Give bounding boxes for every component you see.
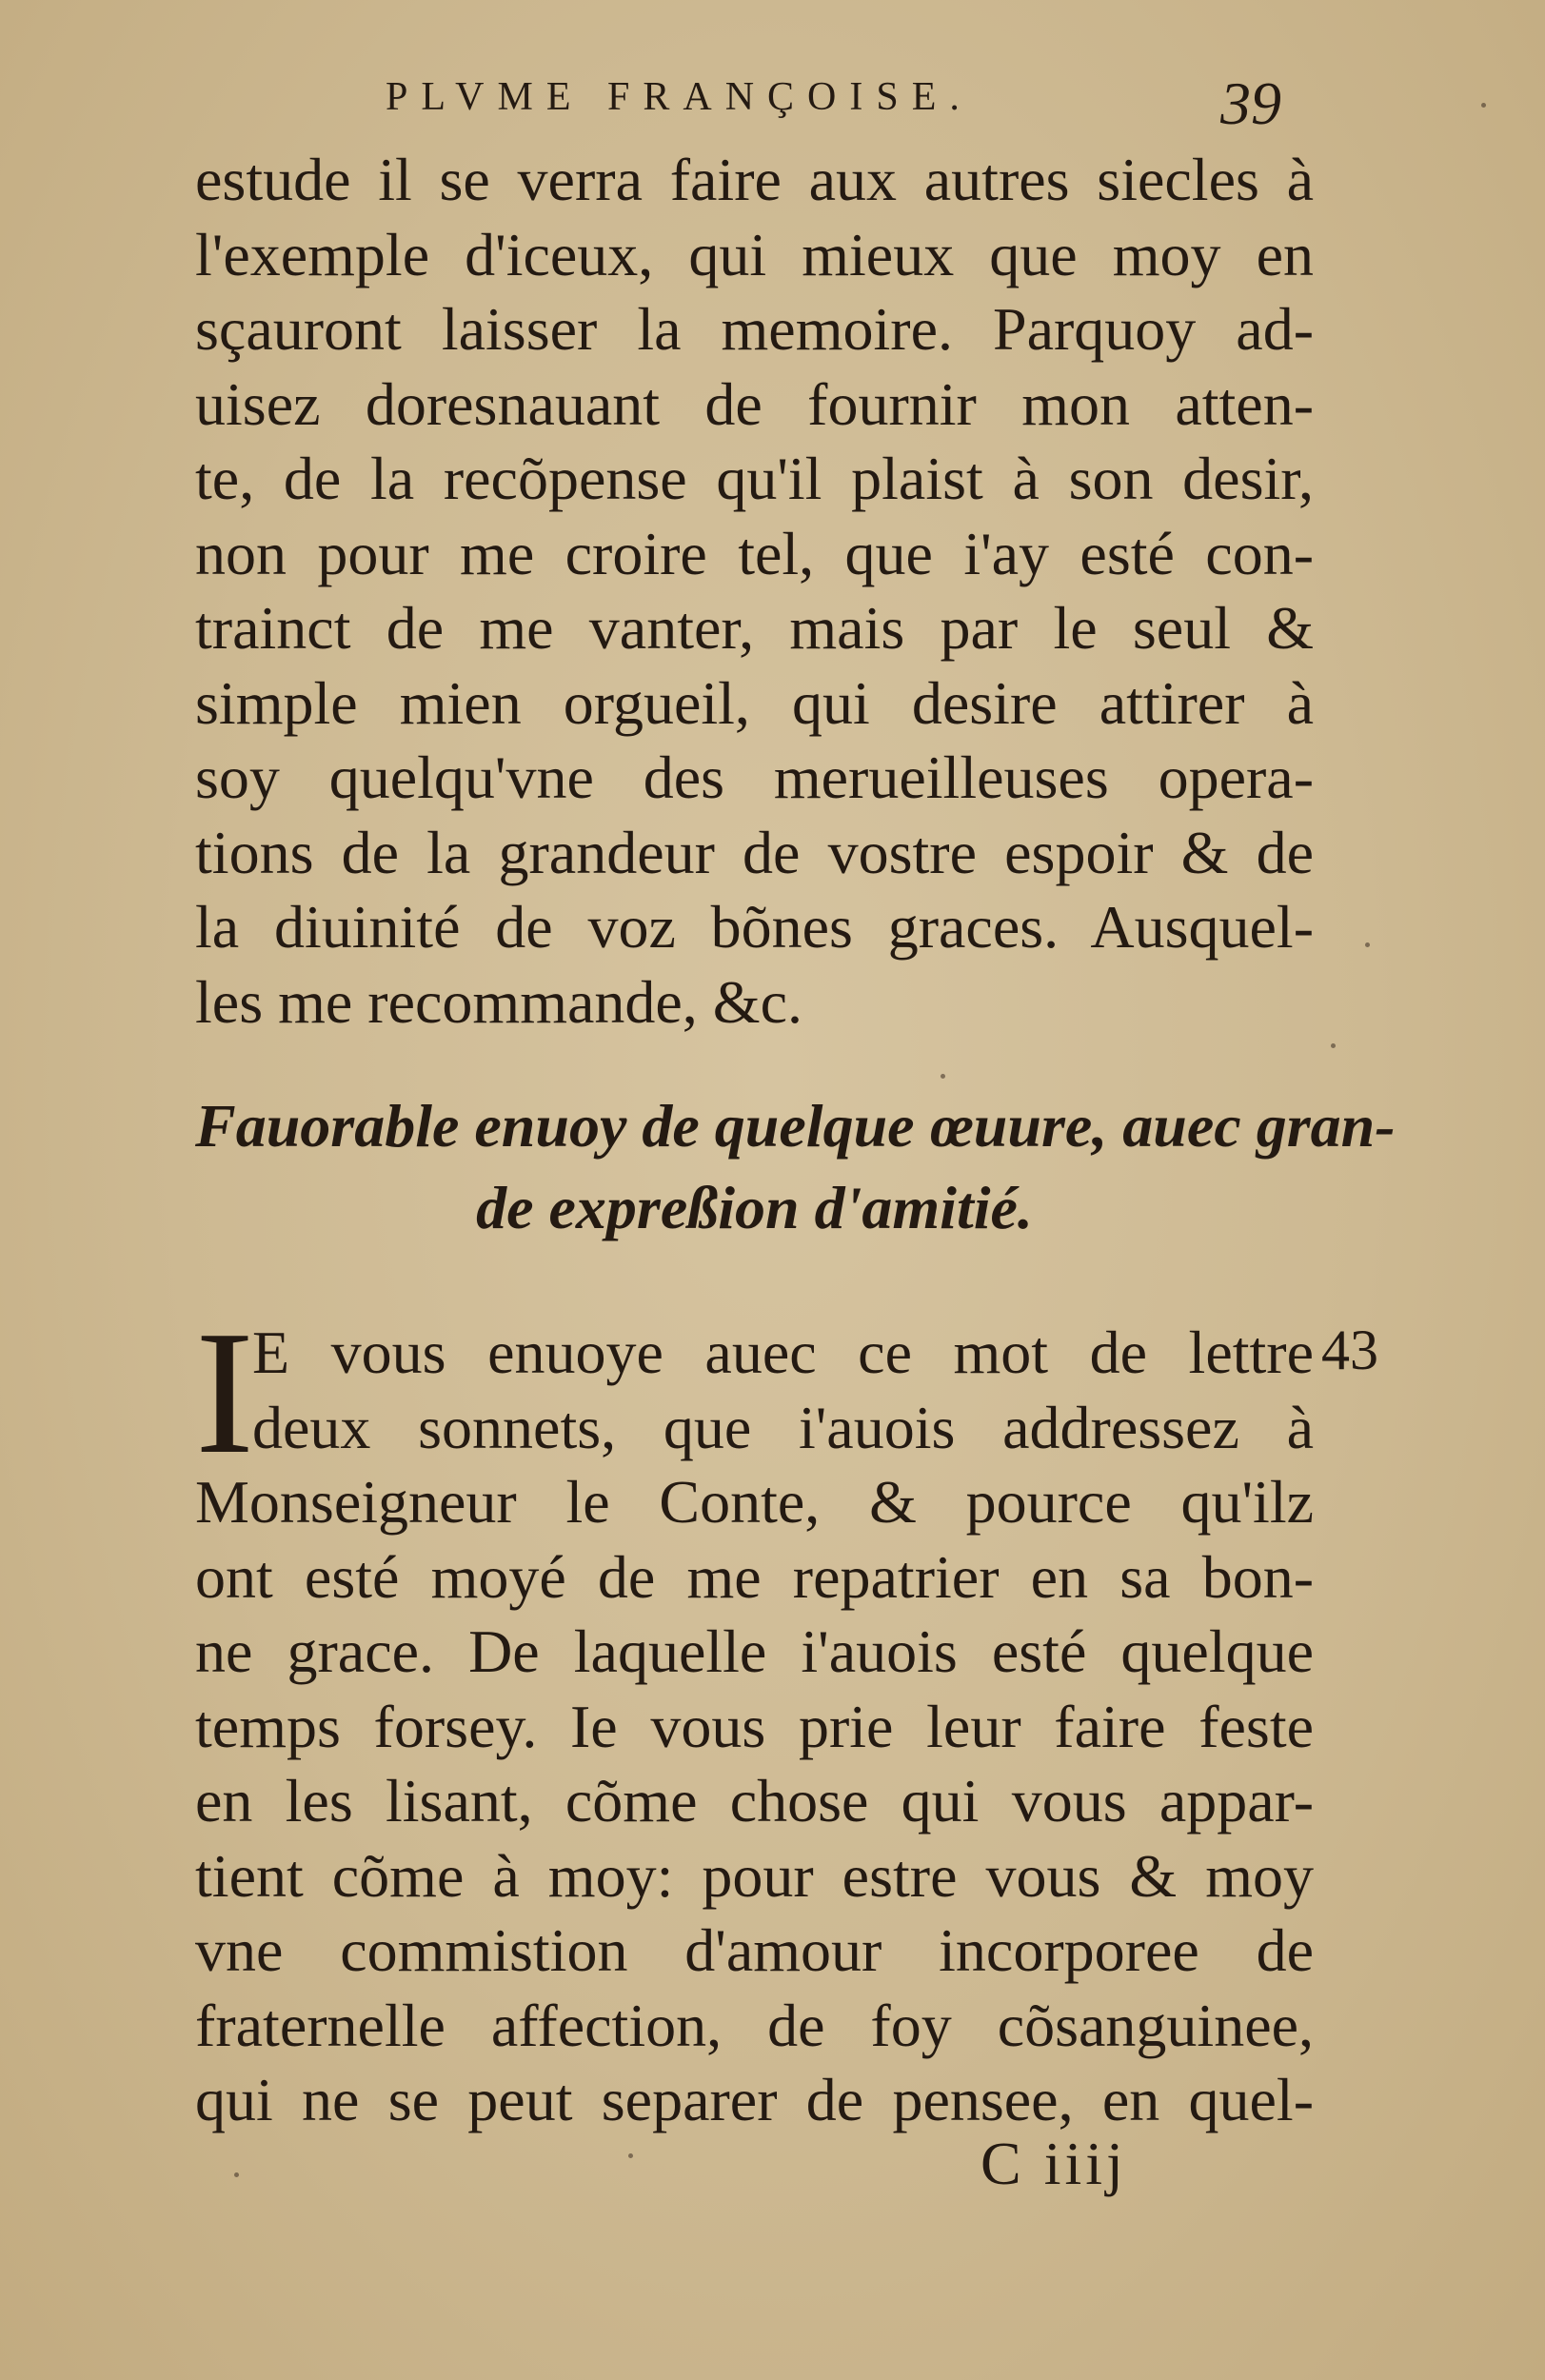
paper-speck — [1331, 1043, 1336, 1048]
text-line: trainct de me vanter, mais par le seul & — [195, 594, 1314, 662]
text-line: te, de la recõpense qu'il plaist à son desir, — [195, 445, 1314, 512]
text-line: ont esté moyé de me repatrier en sa bon- — [195, 1542, 1314, 1611]
drop-cap: I — [195, 1295, 254, 1491]
text-line: ne grace. De laquelle i'auois esté quelque — [195, 1617, 1314, 1685]
text-line-last: les me recommande, &c. — [195, 967, 802, 1036]
paragraph-1 — [195, 143, 1314, 1040]
section-heading — [195, 1085, 1396, 1249]
paper-speck — [1481, 103, 1486, 108]
text-line: temps forsey. Ie vous prie leur faire feste — [195, 1692, 1314, 1760]
margin-note-number: 43 — [1321, 1319, 1378, 1381]
text-line: deux sonnets, que i'auois addressez à — [252, 1393, 1314, 1461]
signature-mark: C iiij — [980, 2130, 1127, 2197]
text-line: qui ne se peut separer de pensee, en quel- — [195, 2066, 1314, 2133]
running-title: PLVME FRANÇOISE. — [386, 75, 973, 119]
text-line: non pour me croire tel, que i'ay esté con- — [195, 519, 1314, 587]
text-line: uisez doresnauant de fournir mon atten- — [195, 369, 1314, 438]
paper-speck — [628, 2153, 633, 2158]
text-line: fraternelle affection, de foy cõsanguinee, — [195, 1991, 1314, 2059]
page-number: 39 — [1220, 69, 1281, 137]
text-line: tions de la grandeur de vostre espoir & de — [195, 818, 1314, 886]
text-line: l'exemple d'iceux, qui mieux que moy en — [195, 220, 1314, 288]
text-line: vne commistion d'amour incorporee de — [195, 1916, 1314, 1984]
text-line: Monseigneur le Conte, & pource qu'ilz — [195, 1468, 1314, 1536]
paragraph-2 — [195, 1316, 1314, 2138]
text-line: simple mien orgueil, qui desire attirer à — [195, 668, 1314, 737]
text-line: tient cõme à moy: pour estre vous & moy — [195, 1841, 1314, 1910]
paper-speck — [234, 2172, 239, 2177]
text-line: E vous enuoye auec ce mot de lettre — [252, 1319, 1314, 1386]
heading-line-1: Fauorable enuoy de quelque œuure, auec gran- — [195, 1092, 1396, 1160]
heading-line-2: de expreßion d'amitié. — [476, 1174, 1033, 1241]
text-line: en les lisant, cõme chose qui vous appar- — [195, 1767, 1314, 1835]
text-line: la diuinité de voz bõnes graces. Ausquel- — [195, 893, 1314, 961]
text-line: estude il se verra faire aux autres siecles à — [195, 146, 1314, 213]
text-line: sçauront laisser la memoire. Parquoy ad- — [195, 295, 1314, 363]
text-line: soy quelqu'vne des merueilleuses opera- — [195, 744, 1314, 811]
paper-speck — [941, 1074, 945, 1079]
paper-speck — [1365, 942, 1370, 947]
